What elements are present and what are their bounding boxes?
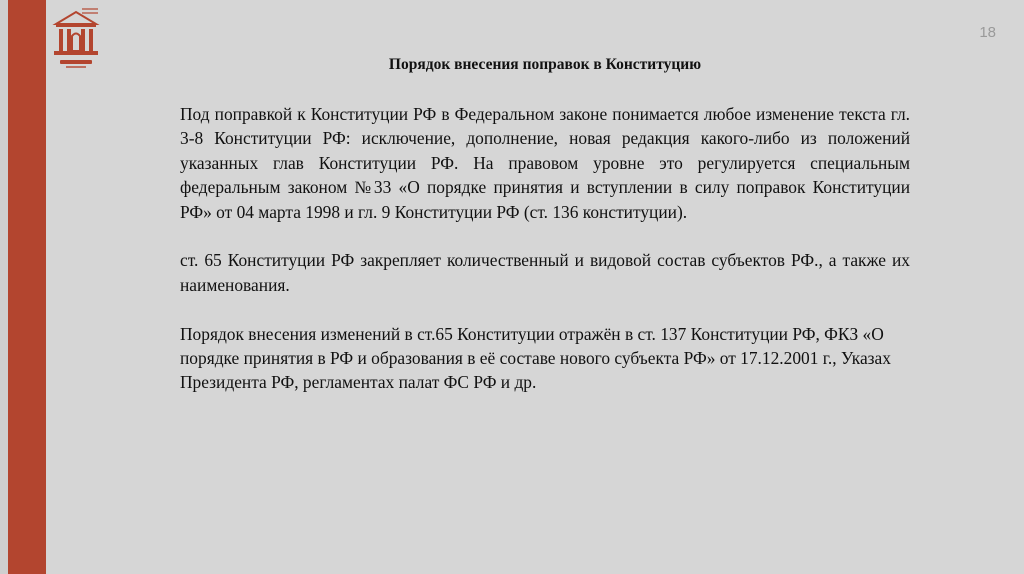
paragraph-amendment-procedure: Порядок внесения изменений в ст.65 Конституции отражён в ст. 137 Конституции РФ, ФКЗ «О порядке принятия в РФ и образования в её составе нового субъекта РФ» от 17.12.2001 г., Указах Президента РФ, регламентах палат ФС РФ и др.	[180, 323, 891, 393]
paragraph-amendment-definition: Под поправкой к Конституции РФ в Федеральном законе понимается любое изменение текста гл. 3-8 Конституции РФ: исключение, дополнение, новая редакция какого-либо из положений указанных глав Конституции РФ. На правовом уровне это регулируется специальным федеральным законом №33 «О порядке принятия и вступлении в силу поправок Конституции РФ» от 04 марта 1998 и гл. 9 Конституции РФ (ст. 136 конституции).	[180, 104, 910, 222]
accent-bar	[8, 0, 46, 574]
slide-title: Порядок внесения поправок в Конституцию	[388, 56, 702, 73]
slide-number: 18	[979, 24, 996, 41]
paragraph-article-65: ст. 65 Конституции РФ закрепляет количественный и видовой состав субъектов РФ., а также их наименования.	[180, 250, 910, 295]
left-bar-edge	[0, 0, 8, 574]
university-building-logo-icon	[52, 6, 100, 70]
slide-body	[180, 102, 910, 419]
